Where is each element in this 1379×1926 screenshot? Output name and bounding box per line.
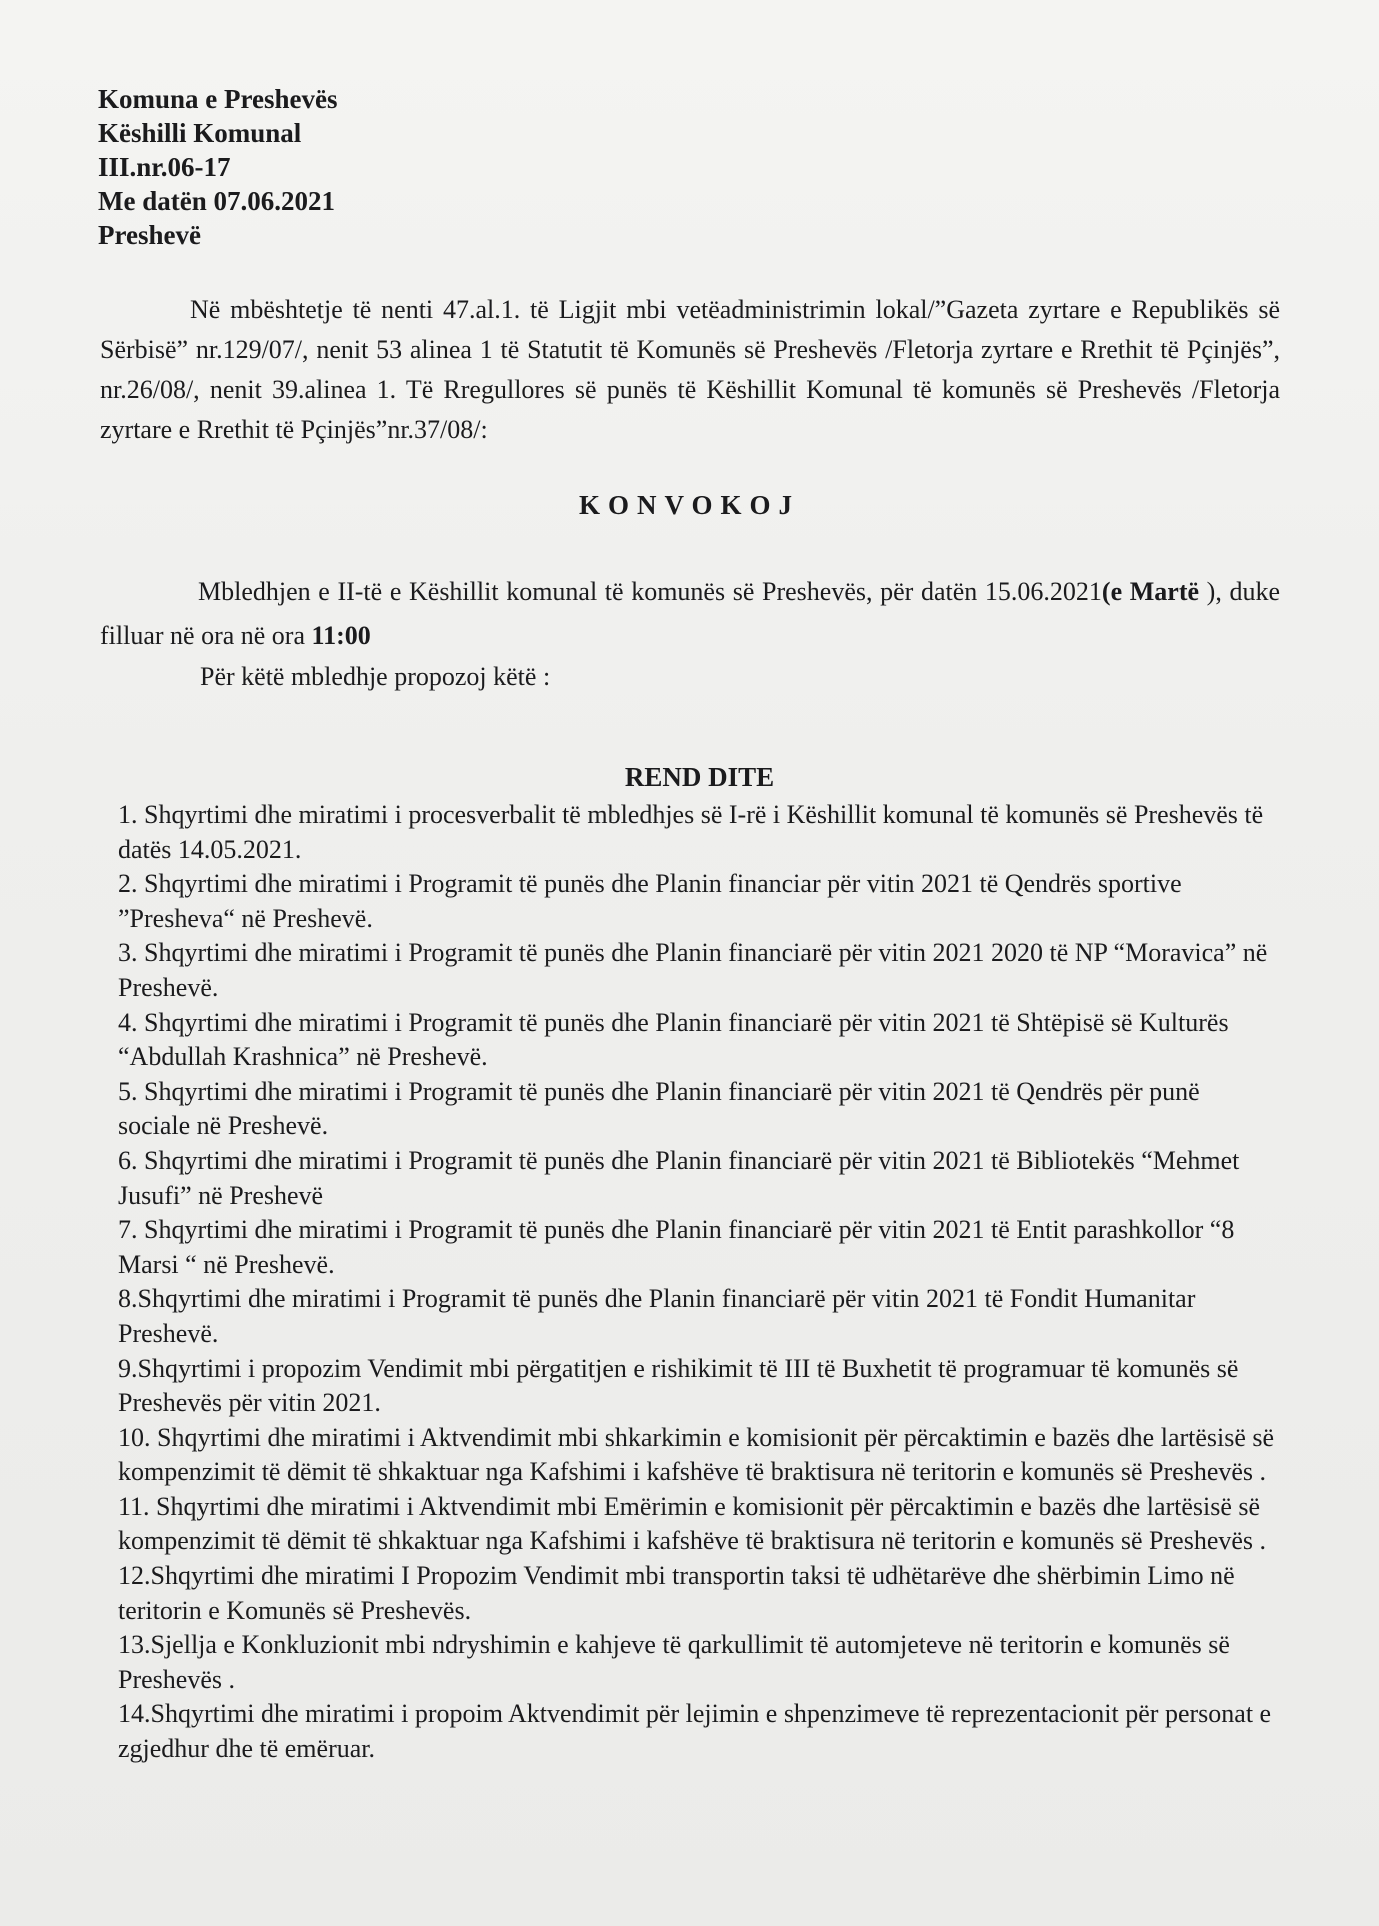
- meeting-time: 11:00: [311, 621, 371, 650]
- document-title: KONVOKOJ: [579, 490, 800, 520]
- agenda-item: 8.Shqyrtimi dhe miratimi i Programit të punës dhe Planin financiarë për vitin 2021 të Fondit Humanitar Preshevë.: [118, 1284, 1196, 1348]
- agenda-title: REND DITE: [624, 762, 775, 792]
- agenda-item: 2. Shqyrtimi dhe miratimi i Programit të punës dhe Planin financiar për vitin 2021 të Qendrës sportive ”Presheva“ në Preshevë.: [118, 869, 1182, 933]
- agenda-item: 4. Shqyrtimi dhe miratimi i Programit të punës dhe Planin financiarë për vitin 2021 të Shtëpisë së Kulturës “Abdullah Krashnica” në Preshevë.: [118, 1007, 1229, 1072]
- agenda-item: 11. Shqyrtimi dhe miratimi i Aktvendimit mbi Emërimin e komisionit për përcaktimin e bazës dhe lartësisë së kompenzimit të dëmit të shkaktuar nga Kafshimi i kafshëve të braktisura në teritorin e komunës së Preshevës .: [118, 1491, 1267, 1556]
- agenda-item: 7. Shqyrtimi dhe miratimi i Programit të punës dhe Planin financiarë për vitin 2021 të Entit parashkollor “8 Marsi “ në Preshevë.: [118, 1215, 1235, 1279]
- council-name: Këshilli Komunal: [98, 118, 302, 148]
- municipality-name: Komuna e Preshevës: [98, 84, 338, 114]
- agenda-item: 1. Shqyrtimi dhe miratimi i procesverbalit të mbledhjes së I-rë i Këshillit komunal të komunës së Preshevës të datës 14.05.2021.: [118, 800, 1264, 864]
- agenda-item: 6. Shqyrtimi dhe miratimi i Programit të punës dhe Planin financiarë për vitin 2021 të Bibliotekës “Mehmet Jusufi” në Preshevë: [118, 1145, 1240, 1210]
- convene-text: Mbledhjen e II-të e Këshillit komunal të komunës së Preshevës, për datën 15.06.2021: [198, 577, 1102, 606]
- agenda-item: 12.Shqyrtimi dhe miratimi I Propozim Vendimit mbi transportin taksi të udhëtarëve dhe shërbimin Limo në teritorin e Komunës së Preshevës.: [118, 1561, 1235, 1625]
- meeting-day: (e Martë: [1101, 577, 1200, 606]
- agenda-item: 10. Shqyrtimi dhe miratimi i Aktvendimit mbi shkarkimin e komisionit për përcaktimin e bazës dhe lartësisë së kompenzimit të dëmit të shkaktuar nga Kafshimi i kafshëve të braktisura në teritorin e komunës së Preshevës .: [118, 1422, 1275, 1487]
- agenda-list: [118, 798, 1278, 1767]
- document-place: Preshevë: [98, 220, 201, 250]
- reference-number: III.nr.06-17: [98, 152, 231, 182]
- agenda-item: 14.Shqyrtimi dhe miratimi i propoim Aktvendimit për lejimin e shpenzimeve të reprezentacionit për personat e zgjedhur dhe të emëruar.: [118, 1699, 1272, 1764]
- propose-line: Për këtë mbledhje propozoj këtë :: [200, 662, 551, 691]
- document-header: [98, 82, 337, 252]
- agenda-item: 5. Shqyrtimi dhe miratimi i Programit të punës dhe Planin financiarë për vitin 2021 të Qendrës për punë sociale në Preshevë.: [118, 1076, 1200, 1141]
- agenda-item: 13.Sjellja e Konkluzionit mbi ndryshimin e kahjeve të qarkullimit të automjeteve në teritorin e komunës së Preshevës .: [118, 1630, 1230, 1694]
- agenda-item: 3. Shqyrtimi dhe miratimi i Programit të punës dhe Planin financiarë për vitin 2021 2020 të NP “Moravica” në Preshevë.: [118, 938, 1268, 1002]
- legal-preamble: Në mbështetje të nenti 47.al.1. të Ligjit mbi vetëadministrimin lokal/”Gazeta zyrtare e Republikës së Sërbisë” nr.129/07/, nenit 53 alinea 1 të Statutit të Komunës së Preshevës /Fletorja zyrtare e Rrethit të Pçinjës”, nr.26/08/, nenit 39.alinea 1. Të Rregullores së punës të Këshillit Komunal të komunës së Preshevës /Fletorja zyrtare e Rrethit të Pçinjës”nr.37/08/:: [100, 295, 1280, 444]
- document-date: Me datën 07.06.2021: [98, 186, 335, 216]
- agenda-item: 9.Shqyrtimi i propozim Vendimit mbi përgatitjen e rishikimit të III të Buxhetit të programuar të komunës së Preshevës për vitin 2021.: [118, 1353, 1239, 1418]
- convene-mid: ), duke filluar në ora në ora: [100, 577, 1280, 650]
- convene-paragraph: [100, 570, 1280, 658]
